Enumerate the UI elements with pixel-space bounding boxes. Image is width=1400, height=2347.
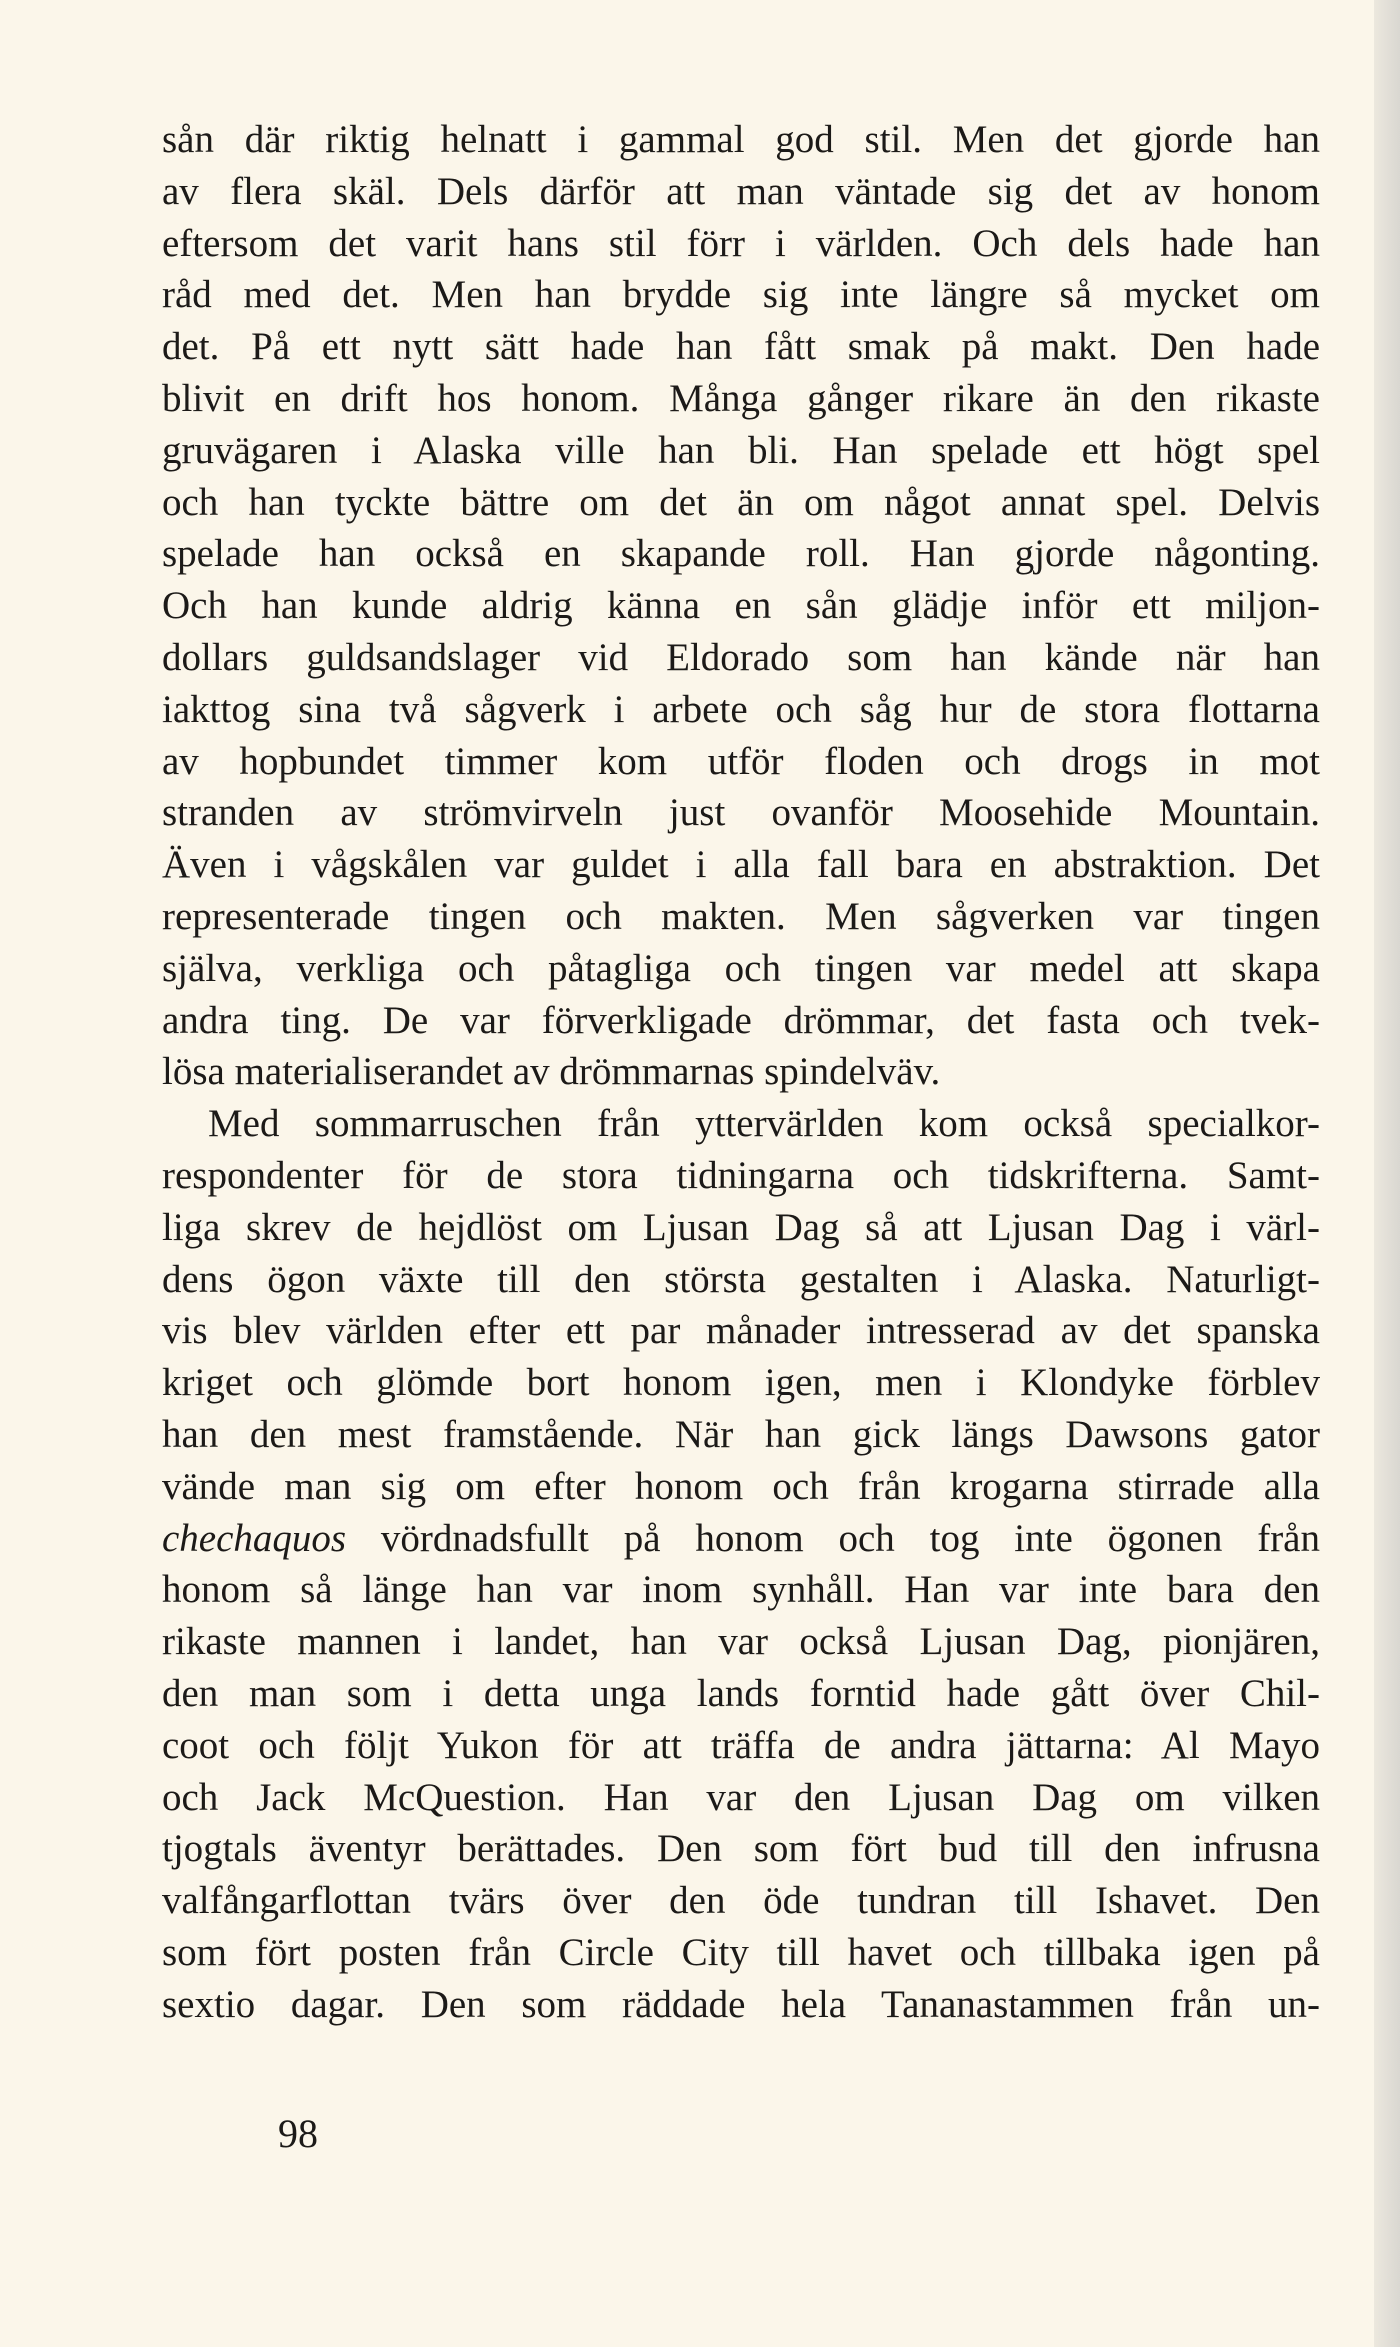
text-line: som fört posten från Circle City till havet och tillbaka igen på <box>162 1930 1320 1974</box>
text-line: dollars guldsandslager vid Eldorado som han kände när han <box>162 635 1320 679</box>
text-line: representerade tingen och makten. Men sågverken var tingen <box>162 894 1320 938</box>
text-line: rikaste mannen i landet, han var också Ljusan Dag, pionjären, <box>162 1620 1320 1664</box>
text-line: själva, verkliga och påtagliga och tingen var medel att skapa <box>162 946 1320 990</box>
text-line: sån där riktig helnatt i gammal god stil. Men det gjorde han <box>162 118 1320 161</box>
text-line: spelade han också en skapande roll. Han gjorde någonting. <box>162 532 1320 576</box>
text-line: den man som i detta unga lands forntid hade gått över Chil- <box>162 1671 1320 1715</box>
page-number: 98 <box>278 2111 318 2156</box>
text-line: respondenter för de stora tidningarna och tidskrifterna. Samt- <box>162 1153 1320 1197</box>
text-line: stranden av strömvirveln just ovanför Moosehide Mountain. <box>162 791 1320 835</box>
text-line: eftersom det varit hans stil förr i världen. Och dels hade han <box>162 221 1320 265</box>
text-line: vände man sig om efter honom och från krogarna stirrade alla <box>162 1464 1320 1508</box>
text-line: råd med det. Men han brydde sig inte längre så mycket om <box>162 273 1320 317</box>
text-line: coot och följt Yukon för att träffa de andra jättarna: Al Mayo <box>162 1723 1320 1767</box>
text-line: lösa materialiserandet av drömmarnas spindelväv. <box>162 1050 941 1094</box>
text-line: vis blev världen efter ett par månader intresserad av det spanska <box>162 1309 1320 1353</box>
text-line: dens ögon växte till den största gestalten i Alaska. Naturligt- <box>162 1257 1320 1301</box>
text-line: valfångarflottan tvärs över den öde tundran till Ishavet. Den <box>162 1879 1320 1923</box>
text-line: Och han kunde aldrig känna en sån glädje inför ett miljon- <box>162 584 1320 628</box>
text-line: iakttog sina två sågverk i arbete och såg hur de stora flottarna <box>162 687 1320 731</box>
text-line: det. På ett nytt sätt hade han fått smak på makt. Den hade <box>162 325 1320 369</box>
text-line: blivit en drift hos honom. Många gånger rikare än den rikaste <box>162 376 1320 420</box>
text-line: av hopbundet timmer kom utför floden och drogs in mot <box>162 739 1320 783</box>
text-line: Med sommarruschen från yttervärlden kom också specialkor- <box>208 1102 1320 1146</box>
text-line: och Jack McQuestion. Han var den Ljusan Dag om vilken <box>162 1775 1320 1819</box>
text-line: kriget och glömde bort honom igen, men i Klondyke förblev <box>162 1361 1320 1405</box>
text-line: av flera skäl. Dels därför att man väntade sig det av honom <box>162 169 1320 213</box>
text-line: tjogtals äventyr berättades. Den som fört bud till den infrusna <box>162 1827 1320 1871</box>
text-line: andra ting. De var förverkligade drömmar, det fasta och tvek- <box>162 998 1320 1042</box>
text-line: liga skrev de hejdlöst om Ljusan Dag så att Ljusan Dag i värl- <box>162 1205 1320 1249</box>
body-text <box>162 114 1320 2030</box>
text-line: honom så länge han var inom synhåll. Han var inte bara den <box>162 1568 1320 1612</box>
text-line: Även i vågskålen var guldet i alla fall bara en abstraktion. Det <box>162 843 1320 887</box>
page-edge <box>1374 0 1400 2347</box>
text-line: gruvägaren i Alaska ville han bli. Han spelade ett högt spel <box>162 428 1320 472</box>
text-line: och han tyckte bättre om det än om något annat spel. Delvis <box>162 480 1320 524</box>
text-line: han den mest framstående. När han gick längs Dawsons gator <box>162 1412 1320 1456</box>
text-line: chechaquos vördnadsfullt på honom och tog inte ögonen från <box>162 1516 1320 1560</box>
text-line: sextio dagar. Den som räddade hela Tananastammen från un- <box>162 1982 1320 2026</box>
